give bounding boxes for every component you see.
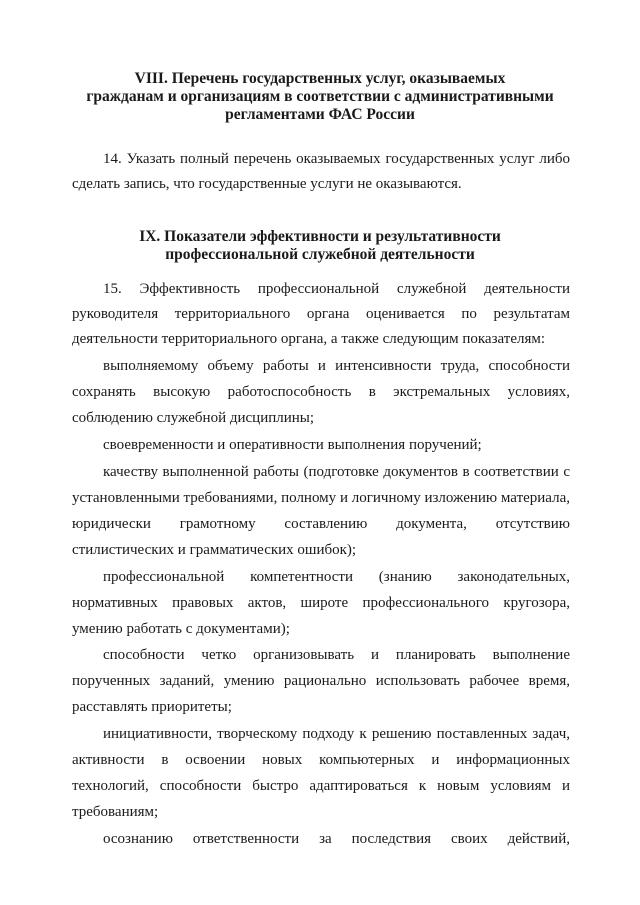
indicator-line: осознанию ответственности за последствия своих действий, xyxy=(103,831,570,847)
indicator-line: профессиональной компетентности (знанию законодательных, xyxy=(103,569,570,585)
paragraph-15-line: деятельности территориального органа, а также следующим показателям: xyxy=(72,331,546,347)
section-viii-title xyxy=(60,70,580,124)
indicator-line: требованиям; xyxy=(72,804,159,820)
indicator-line: расставлять приоритеты; xyxy=(72,699,232,715)
paragraph-14-line: сделать запись, что государственные услуги не оказываются. xyxy=(72,176,462,192)
title-line: гражданам и организациям в соответствии с административными xyxy=(86,88,554,105)
title-line: профессиональной служебной деятельности xyxy=(165,246,475,263)
indicator-line: умению работать с документами); xyxy=(72,621,290,637)
paragraph-14-line: 14. Указать полный перечень оказываемых государственных услуг либо xyxy=(103,151,570,167)
indicator-line: выполняемому объему работы и интенсивности труда, способности xyxy=(103,358,570,374)
section-ix-title xyxy=(60,228,580,264)
indicator-line: способности четко организовывать и планировать выполнение xyxy=(103,647,570,663)
indicator-line: порученных заданий, умению рационально использовать рабочее время, xyxy=(72,673,570,689)
title-line: IX. Показатели эффективности и результативности xyxy=(139,228,501,245)
paragraph-15-line: руководителя территориального органа оценивается по результатам xyxy=(72,306,570,322)
indicator-line: активности в освоении новых компьютерных и информационных xyxy=(72,752,570,768)
indicator-line: установленными требованиями, полному и логичному изложению материала, xyxy=(72,490,570,506)
indicator-line: юридически грамотному составлению документа, отсутствию xyxy=(72,516,570,532)
indicator-line: нормативных правовых актов, широте профессионального кругозора, xyxy=(72,595,570,611)
title-line: VIII. Перечень государственных услуг, оказываемых xyxy=(134,70,506,87)
indicator-line: технологий, способности быстро адаптироваться к новым условиям и xyxy=(72,778,570,794)
title-line: регламентами ФАС России xyxy=(225,106,415,123)
indicator-line: своевременности и оперативности выполнения поручений; xyxy=(103,437,482,453)
indicator-line: соблюдению служебной дисциплины; xyxy=(72,410,315,426)
indicator-line: качеству выполненной работы (подготовке документов в соответствии с xyxy=(103,464,570,480)
indicator-line: инициативности, творческому подходу к решению поставленных задач, xyxy=(103,726,570,742)
indicator-line: стилистических и грамматических ошибок); xyxy=(72,542,357,558)
indicator-line: сохранять высокую работоспособность в экстремальных условиях, xyxy=(72,384,570,400)
paragraph-15-line: 15. Эффективность профессиональной служебной деятельности xyxy=(103,281,570,297)
